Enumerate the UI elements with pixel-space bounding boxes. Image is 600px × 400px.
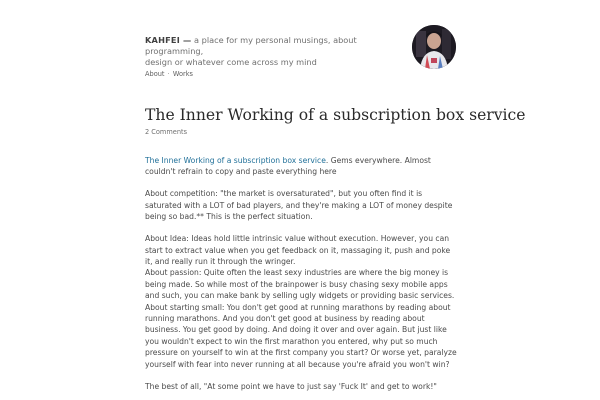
site-nav <box>145 70 400 78</box>
site-description <box>145 35 400 57</box>
site-header <box>145 35 400 78</box>
nav-works-link[interactable]: Works <box>172 70 193 78</box>
paragraph-competition: About competition: "the market is oversaturated", but you often find it is saturated with a LOT of bad players, and they're making a LOT of money despite being so bad.** This is the perfect situation. <box>145 189 453 222</box>
nav-about-link[interactable]: About <box>145 70 165 78</box>
post-title[interactable]: The Inner Working of a subscription box service <box>145 106 526 124</box>
source-article-link[interactable]: The Inner Working of a subscription box service <box>145 156 326 165</box>
paragraph-starting-small: About starting small: You don't get good at running marathons by reading about running marathons. And you don't get good at business by reading about business. You get good by doing. And doing it over and over again. But just like you wouldn't expect to win the first marathon you entered, why put so much pressure on yourself to win at the first company you start? Or worse yet, paralyze yourself with fear into never running at all because you're afraid you won't win? <box>145 302 457 369</box>
author-avatar[interactable] <box>412 25 456 69</box>
paragraph-passion: About passion: Quite often the least sexy industries are where the big money is being made. So while most of the brainpower is busy chasing sexy mobile apps and such, you can make bank by selling ugly widgets or providing basic services. <box>145 268 455 301</box>
comments-link[interactable]: 2 Comments <box>145 128 188 136</box>
post-content <box>145 155 457 392</box>
avatar-photo <box>412 25 456 69</box>
site-tagline: a place for my personal musings, about programming, <box>145 35 357 56</box>
nav-separator: · <box>167 70 170 78</box>
site-name[interactable]: KAHFEI — <box>145 35 192 45</box>
paragraph-intro <box>145 155 457 178</box>
paragraph-idea: About Idea: Ideas hold little intrinsic value without execution. However, you can start to extract value when you get feedback on it, massaging it, push and poke it, and really run it through the wringer. <box>145 234 451 267</box>
intro-text: . Gems everywhere. Almost couldn't refrain to copy and paste everything here <box>145 156 431 177</box>
paragraph-best-quote: The best of all, "At some point we have to just say 'Fuck It' and get to work!" <box>145 381 437 391</box>
site-tagline-line2: design or whatever come across my mind <box>145 57 317 67</box>
